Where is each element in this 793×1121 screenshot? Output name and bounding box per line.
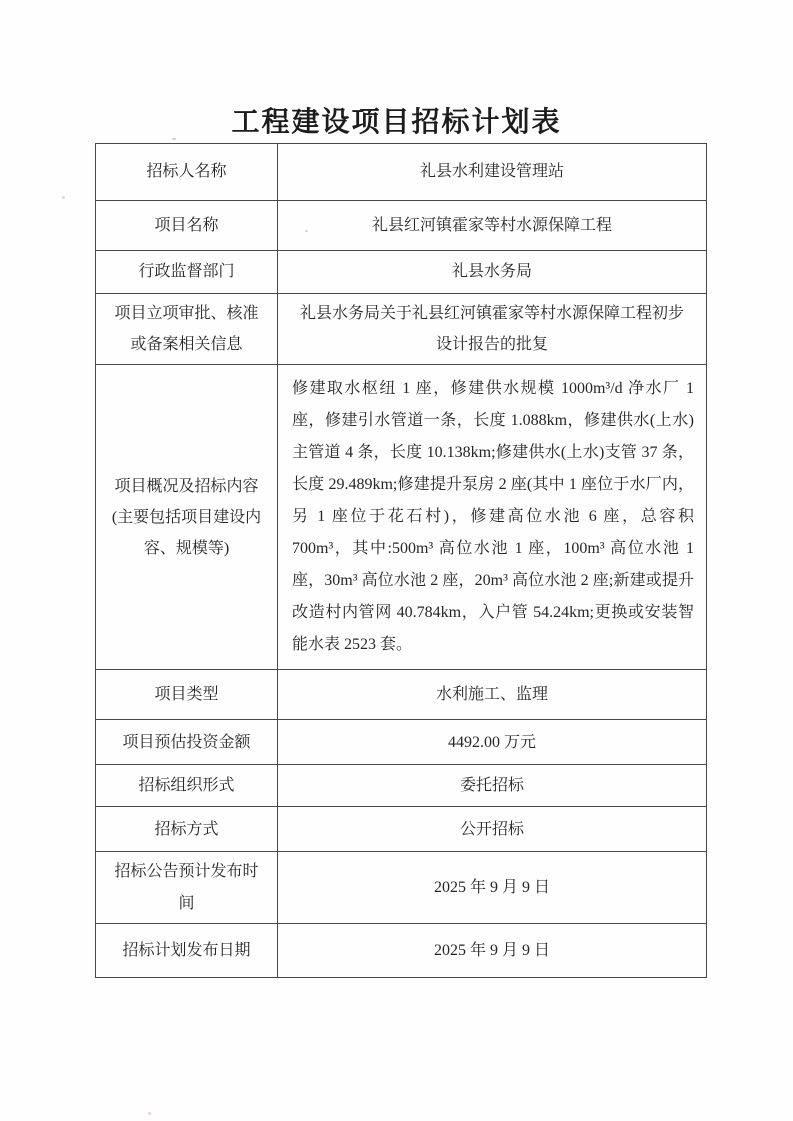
table-row-plan-publish-date bbox=[96, 923, 707, 977]
table-row-announcement-date bbox=[96, 852, 707, 923]
row-value: 水利施工、监理 bbox=[278, 670, 707, 720]
row-label: 项目类型 bbox=[96, 670, 278, 720]
row-value: 公开招标 bbox=[278, 807, 707, 852]
table-row-organization-form bbox=[96, 765, 707, 807]
row-value: 礼县水务局 bbox=[278, 251, 707, 294]
row-value: 礼县水利建设管理站 bbox=[278, 144, 707, 201]
row-label: 招标人名称 bbox=[96, 144, 278, 201]
page-title: 工程建设项目招标计划表 bbox=[231, 107, 562, 138]
row-label: 招标组织形式 bbox=[96, 765, 278, 807]
row-label: 项目概况及招标内容(主要包括项目建设内容、规模等) bbox=[96, 365, 278, 670]
row-value: 修建取水枢纽 1 座，修建供水规模 1000m³/d 净水厂 1 座，修建引水管道一条，长度 1.088km，修建供水(上水)主管道 4 条，长度 10.138km;修建供水(上水)支管 37 条，长度 29.489km;修建提升泵房 2 座(其中 1 座位于水厂内，另 1 座位于花石村)，修建高位水池 6 座，总容积 700m³，其中:500m³ 高位水池 1 座，100m³ 高位水池 1 座，30m³ 高位水池 2 座，20m³ 高位水池 2 座;新建或提升改造村内管网 40.784km，入户管 54.24km;更换或安装智能水表 2523 套。 bbox=[278, 365, 707, 670]
row-label: 招标公告预计发布时间 bbox=[96, 852, 278, 923]
row-value: 礼县红河镇霍家等村水源保障工程 bbox=[278, 201, 707, 251]
table-row-supervising-department bbox=[96, 251, 707, 294]
row-value: 礼县水务局关于礼县红河镇霍家等村水源保障工程初步设计报告的批复 bbox=[278, 294, 707, 365]
table-row-project-overview bbox=[96, 365, 707, 670]
row-label: 项目立项审批、核准或备案相关信息 bbox=[96, 294, 278, 365]
row-value: 委托招标 bbox=[278, 765, 707, 807]
row-value: 4492.00 万元 bbox=[278, 720, 707, 765]
row-value: 2025 年 9 月 9 日 bbox=[278, 923, 707, 977]
row-label: 招标计划发布日期 bbox=[96, 923, 278, 977]
table-row-project-name bbox=[96, 201, 707, 251]
row-label: 招标方式 bbox=[96, 807, 278, 852]
table-row-estimated-investment bbox=[96, 720, 707, 765]
row-label: 项目名称 bbox=[96, 201, 278, 251]
scan-artifact bbox=[148, 1112, 151, 1115]
table-row-project-type bbox=[96, 670, 707, 720]
row-label: 行政监督部门 bbox=[96, 251, 278, 294]
table-row-approval-info bbox=[96, 294, 707, 365]
scan-artifact bbox=[62, 196, 65, 199]
row-label: 项目预估投资金额 bbox=[96, 720, 278, 765]
table-row-tenderer-name bbox=[96, 144, 707, 201]
row-value: 2025 年 9 月 9 日 bbox=[278, 852, 707, 923]
table-row-bidding-method bbox=[96, 807, 707, 852]
bidding-plan-table bbox=[95, 143, 707, 978]
